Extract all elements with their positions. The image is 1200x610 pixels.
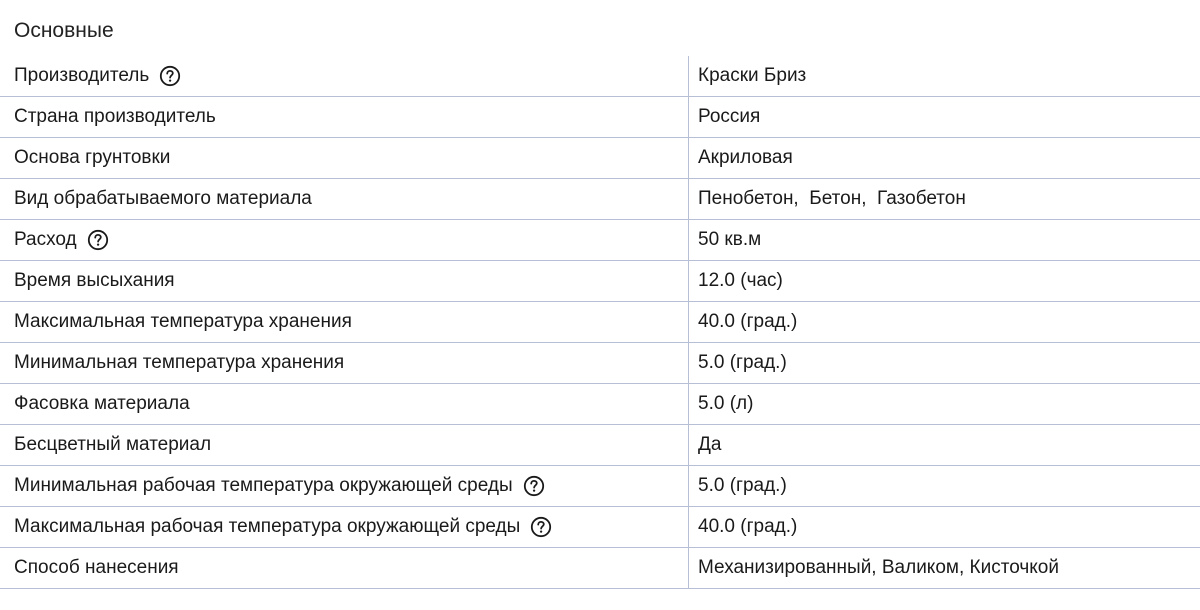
spec-row-manufacturer	[0, 56, 1200, 97]
spec-value: Россия	[688, 97, 1200, 137]
spec-name	[0, 179, 688, 219]
spec-value: 40.0 (град.)	[688, 507, 1200, 547]
specs-table	[0, 56, 1200, 589]
spec-value: 40.0 (град.)	[688, 302, 1200, 342]
spec-name	[0, 466, 688, 506]
spec-value: 5.0 (град.)	[688, 343, 1200, 383]
spec-row-min-storage-temp	[0, 343, 1200, 384]
spec-value: 5.0 (град.)	[688, 466, 1200, 506]
spec-value: Акриловая	[688, 138, 1200, 178]
spec-row-primer-base	[0, 138, 1200, 179]
spec-value: 5.0 (л)	[688, 384, 1200, 424]
spec-name	[0, 384, 688, 424]
spec-row-consumption	[0, 220, 1200, 261]
spec-name	[0, 343, 688, 383]
spec-name-label: Минимальная температура хранения	[14, 352, 345, 373]
spec-value: Краски Бриз	[688, 56, 1200, 96]
spec-name-label: Способ нанесения	[14, 557, 179, 578]
spec-row-min-working-temp	[0, 466, 1200, 507]
spec-row-drying-time	[0, 261, 1200, 302]
spec-name	[0, 425, 688, 465]
spec-name-label: Основа грунтовки	[14, 147, 171, 168]
spec-row-application-method	[0, 548, 1200, 589]
question-circle-icon[interactable]	[523, 475, 545, 497]
spec-name	[0, 302, 688, 342]
spec-row-packaging	[0, 384, 1200, 425]
spec-value: 12.0 (час)	[688, 261, 1200, 301]
spec-value: Пенобетон, Бетон, Газобетон	[688, 179, 1200, 219]
spec-name-label: Страна производитель	[14, 106, 216, 127]
spec-name-label: Вид обрабатываемого материала	[14, 188, 312, 209]
spec-name-label: Максимальная рабочая температура окружающей среды	[14, 516, 521, 537]
spec-row-material-type	[0, 179, 1200, 220]
spec-value: Да	[688, 425, 1200, 465]
spec-row-max-working-temp	[0, 507, 1200, 548]
spec-name-label: Бесцветный материал	[14, 434, 212, 455]
spec-name-label: Время высыхания	[14, 270, 175, 291]
spec-name-label: Минимальная рабочая температура окружающей среды	[14, 475, 513, 496]
spec-name	[0, 261, 688, 301]
spec-name	[0, 220, 688, 260]
section-title: Основные	[14, 19, 114, 42]
spec-name-label: Расход	[14, 229, 77, 250]
question-circle-icon[interactable]	[530, 516, 552, 538]
spec-row-colorless	[0, 425, 1200, 466]
spec-name-label: Максимальная температура хранения	[14, 311, 352, 332]
spec-value: Механизированный, Валиком, Кисточкой	[688, 548, 1200, 588]
spec-name	[0, 138, 688, 178]
spec-name-label: Фасовка материала	[14, 393, 190, 414]
spec-name	[0, 548, 688, 588]
spec-name-label: Производитель	[14, 65, 150, 86]
spec-value: 50 кв.м	[688, 220, 1200, 260]
spec-row-country	[0, 97, 1200, 138]
spec-name	[0, 56, 688, 96]
spec-name	[0, 507, 688, 547]
question-circle-icon[interactable]	[159, 65, 181, 87]
question-circle-icon[interactable]	[87, 229, 109, 251]
spec-name	[0, 97, 688, 137]
spec-row-max-storage-temp	[0, 302, 1200, 343]
